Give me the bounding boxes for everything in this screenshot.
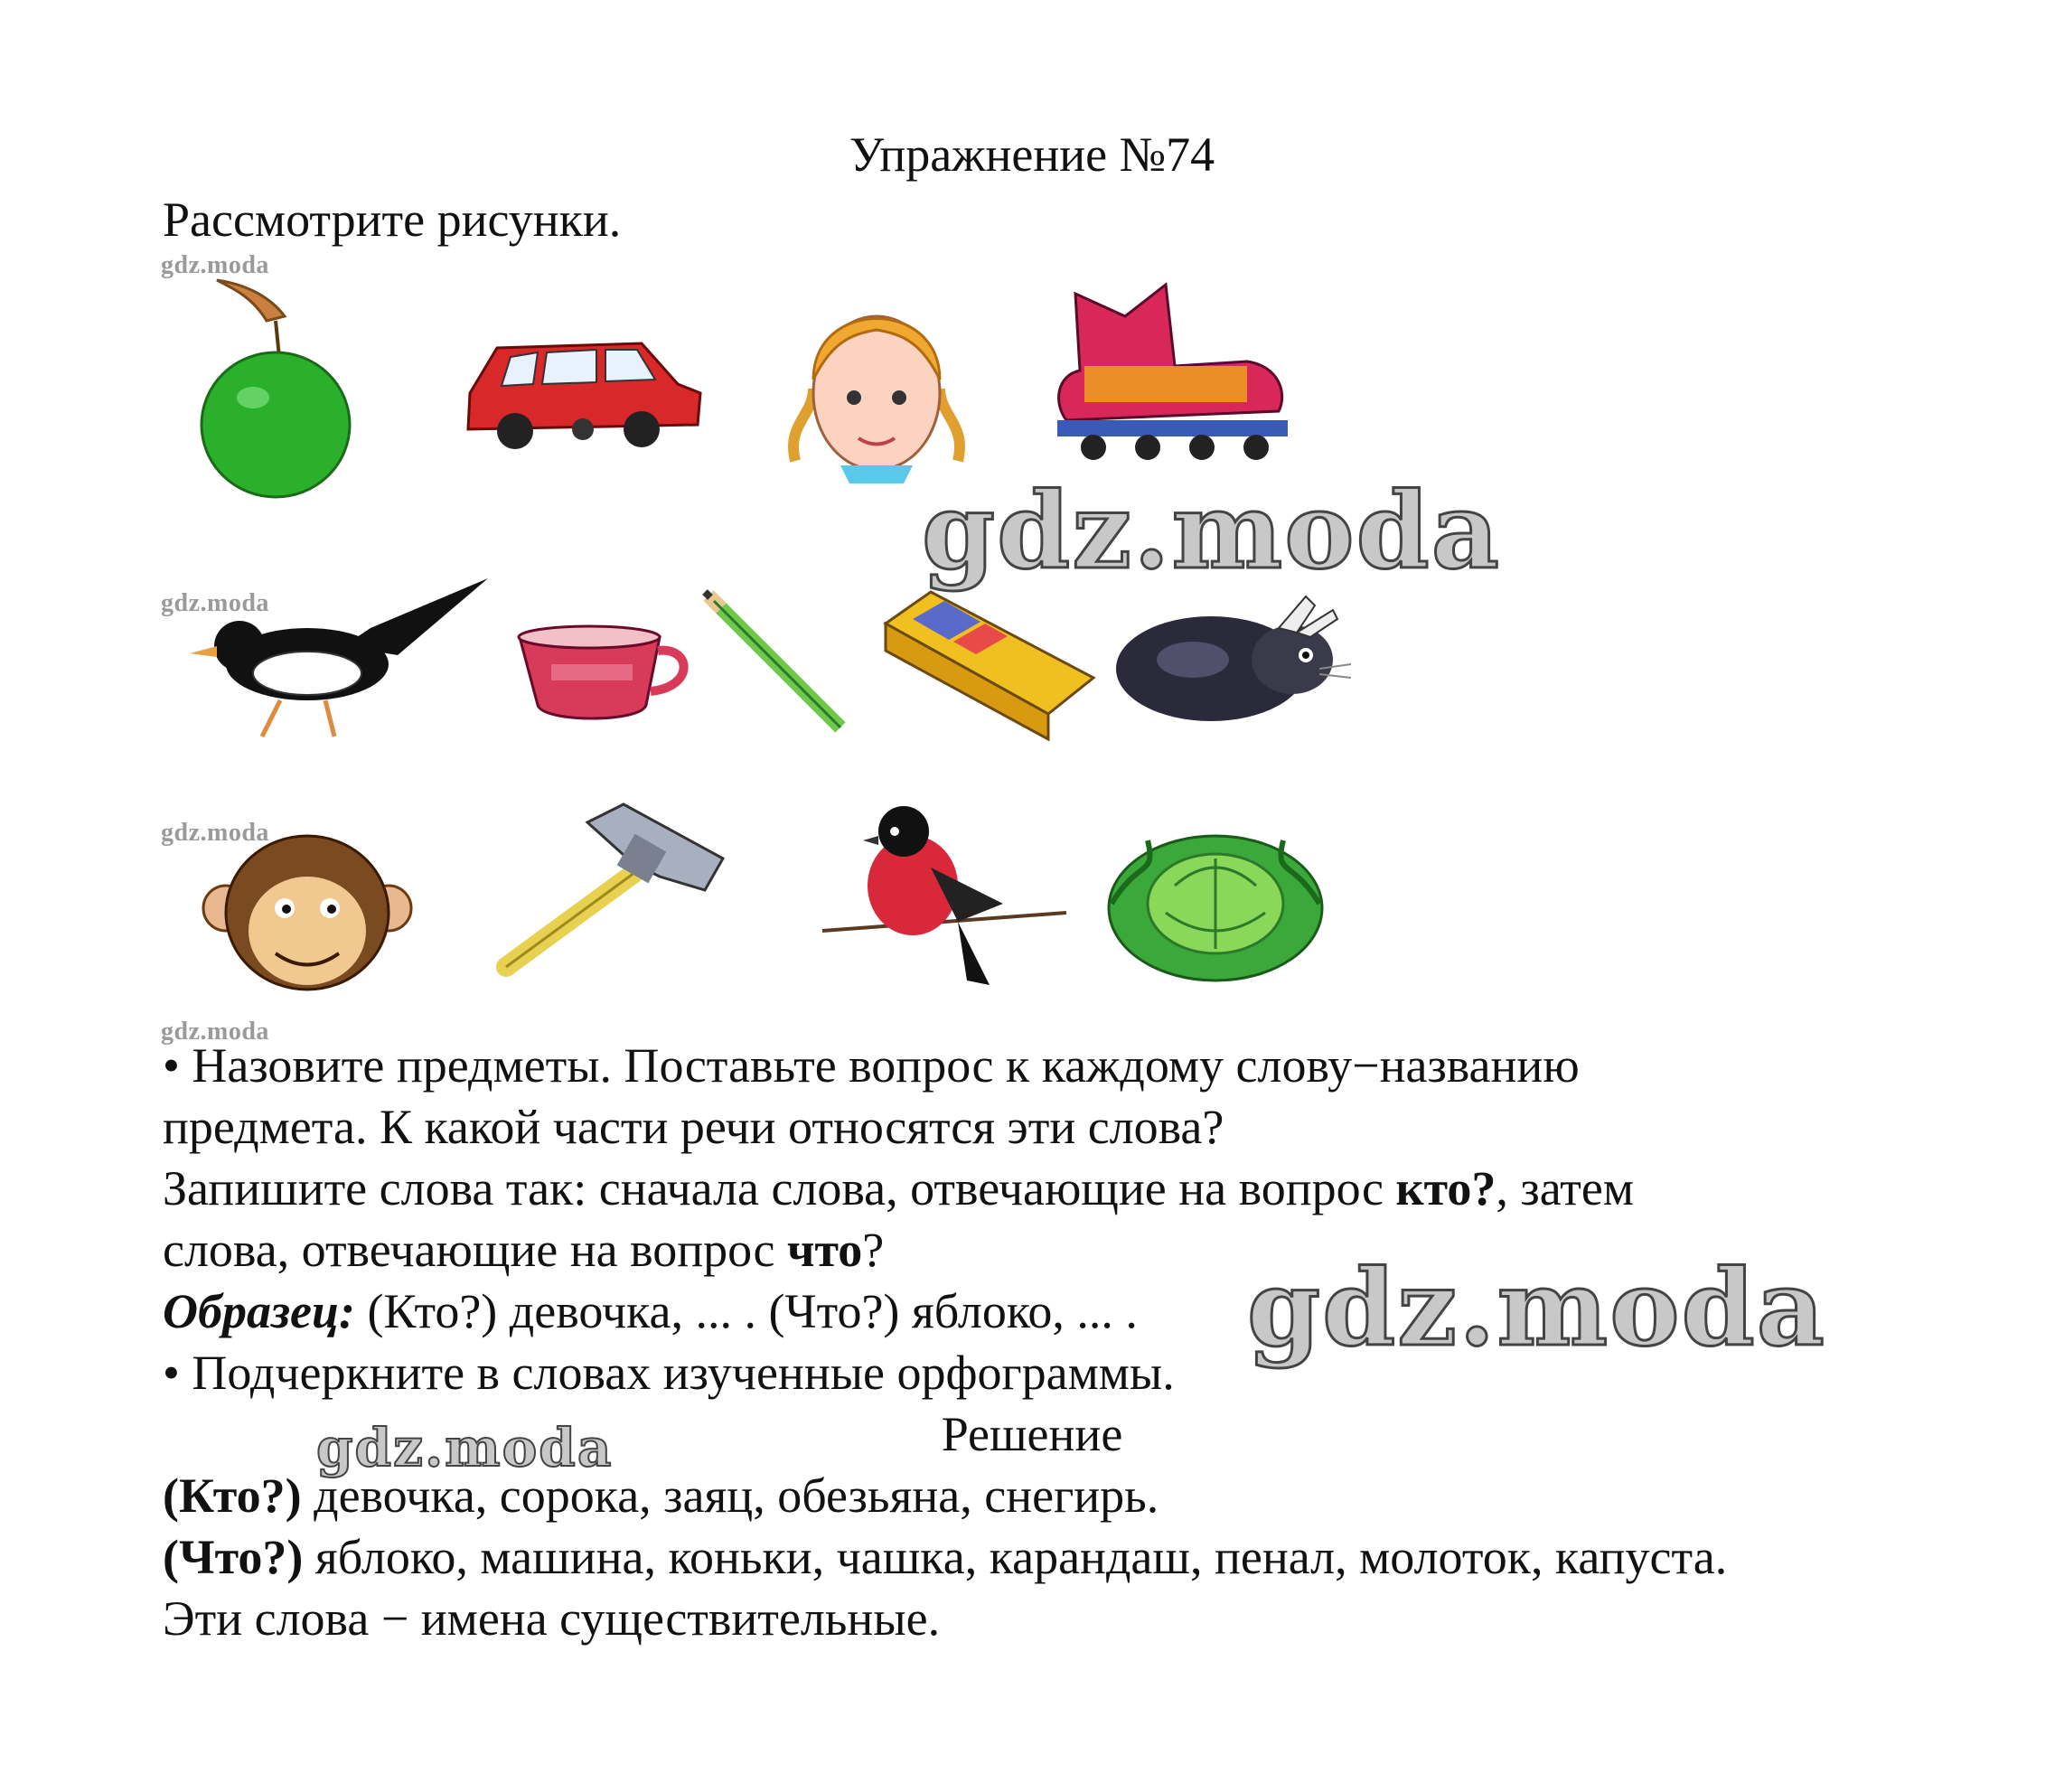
sample-line — [163, 1283, 1138, 1339]
watermark-small-2: gdz.moda — [161, 589, 269, 617]
watermark-small-3: gdz.moda — [161, 819, 269, 847]
watermark-big-2: gdz.moda — [1247, 1247, 1826, 1370]
task-line-3-end: , затем — [1496, 1161, 1635, 1215]
solution-heading: Решение — [941, 1407, 1123, 1461]
bullfinch-icon — [822, 804, 1066, 985]
task-line-4-start: слова, отвечающие на вопрос — [163, 1223, 787, 1277]
task-line-4-end: ? — [862, 1223, 885, 1277]
task-line-2: предмета. К какой части речи относятся эти слова? — [163, 1100, 1224, 1154]
solution-who-line — [163, 1468, 1159, 1524]
task-line-3 — [163, 1160, 1634, 1216]
task-line-4 — [163, 1222, 884, 1278]
solution-what-text: яблоко, машина, коньки, чашка, карандаш, пенал, молоток, капуста. — [303, 1530, 1728, 1584]
watermark-small-1: gdz.moda — [161, 251, 269, 279]
task-line-1: • Назовите предметы. Поставьте вопрос к каждому слову−названию — [163, 1038, 1580, 1093]
apple-icon — [199, 280, 352, 497]
hammer-icon — [488, 804, 732, 985]
girl-icon — [777, 280, 976, 488]
solution-who-text: девочка, сорока, заяц, обезьяна, снегирь. — [301, 1468, 1159, 1523]
car-icon — [461, 330, 705, 456]
solution-conclusion: Эти слова − имена существительные. — [163, 1591, 941, 1646]
solution-who-label: (Кто?) — [163, 1468, 302, 1523]
watermark-small-4: gdz.moda — [161, 1018, 269, 1046]
task-line-3-start: Запишите слова так: сначала слова, отвечающие на вопрос — [163, 1161, 1396, 1215]
pencil-icon — [705, 592, 849, 737]
monkey-icon — [203, 831, 411, 994]
question-who: кто? — [1395, 1161, 1496, 1215]
task-line-6: • Подчеркните в словах изученные орфограммы. — [163, 1346, 1175, 1400]
hare-icon — [1112, 596, 1356, 732]
question-what: что — [786, 1223, 863, 1277]
exercise-title: Упражнение №74 — [849, 127, 1215, 182]
cup-icon — [515, 624, 696, 732]
solution-what-label: (Что?) — [163, 1530, 304, 1584]
watermark-big-1: gdz.moda — [922, 470, 1501, 593]
pencil-case-icon — [877, 587, 1102, 741]
intro-text: Рассмотрите рисунки. — [163, 192, 622, 247]
cabbage-icon — [1102, 822, 1328, 985]
watermark-big-3: gdz.moda — [316, 1417, 614, 1478]
magpie-icon — [190, 574, 497, 755]
picture-grid — [163, 253, 1365, 1030]
sample-text: (Кто?) девочка, ... . (Что?) яблоко, ... . — [355, 1284, 1138, 1338]
skates-icon — [1039, 276, 1292, 465]
solution-what-line — [163, 1529, 1727, 1585]
sample-label: Образец: — [163, 1284, 355, 1338]
